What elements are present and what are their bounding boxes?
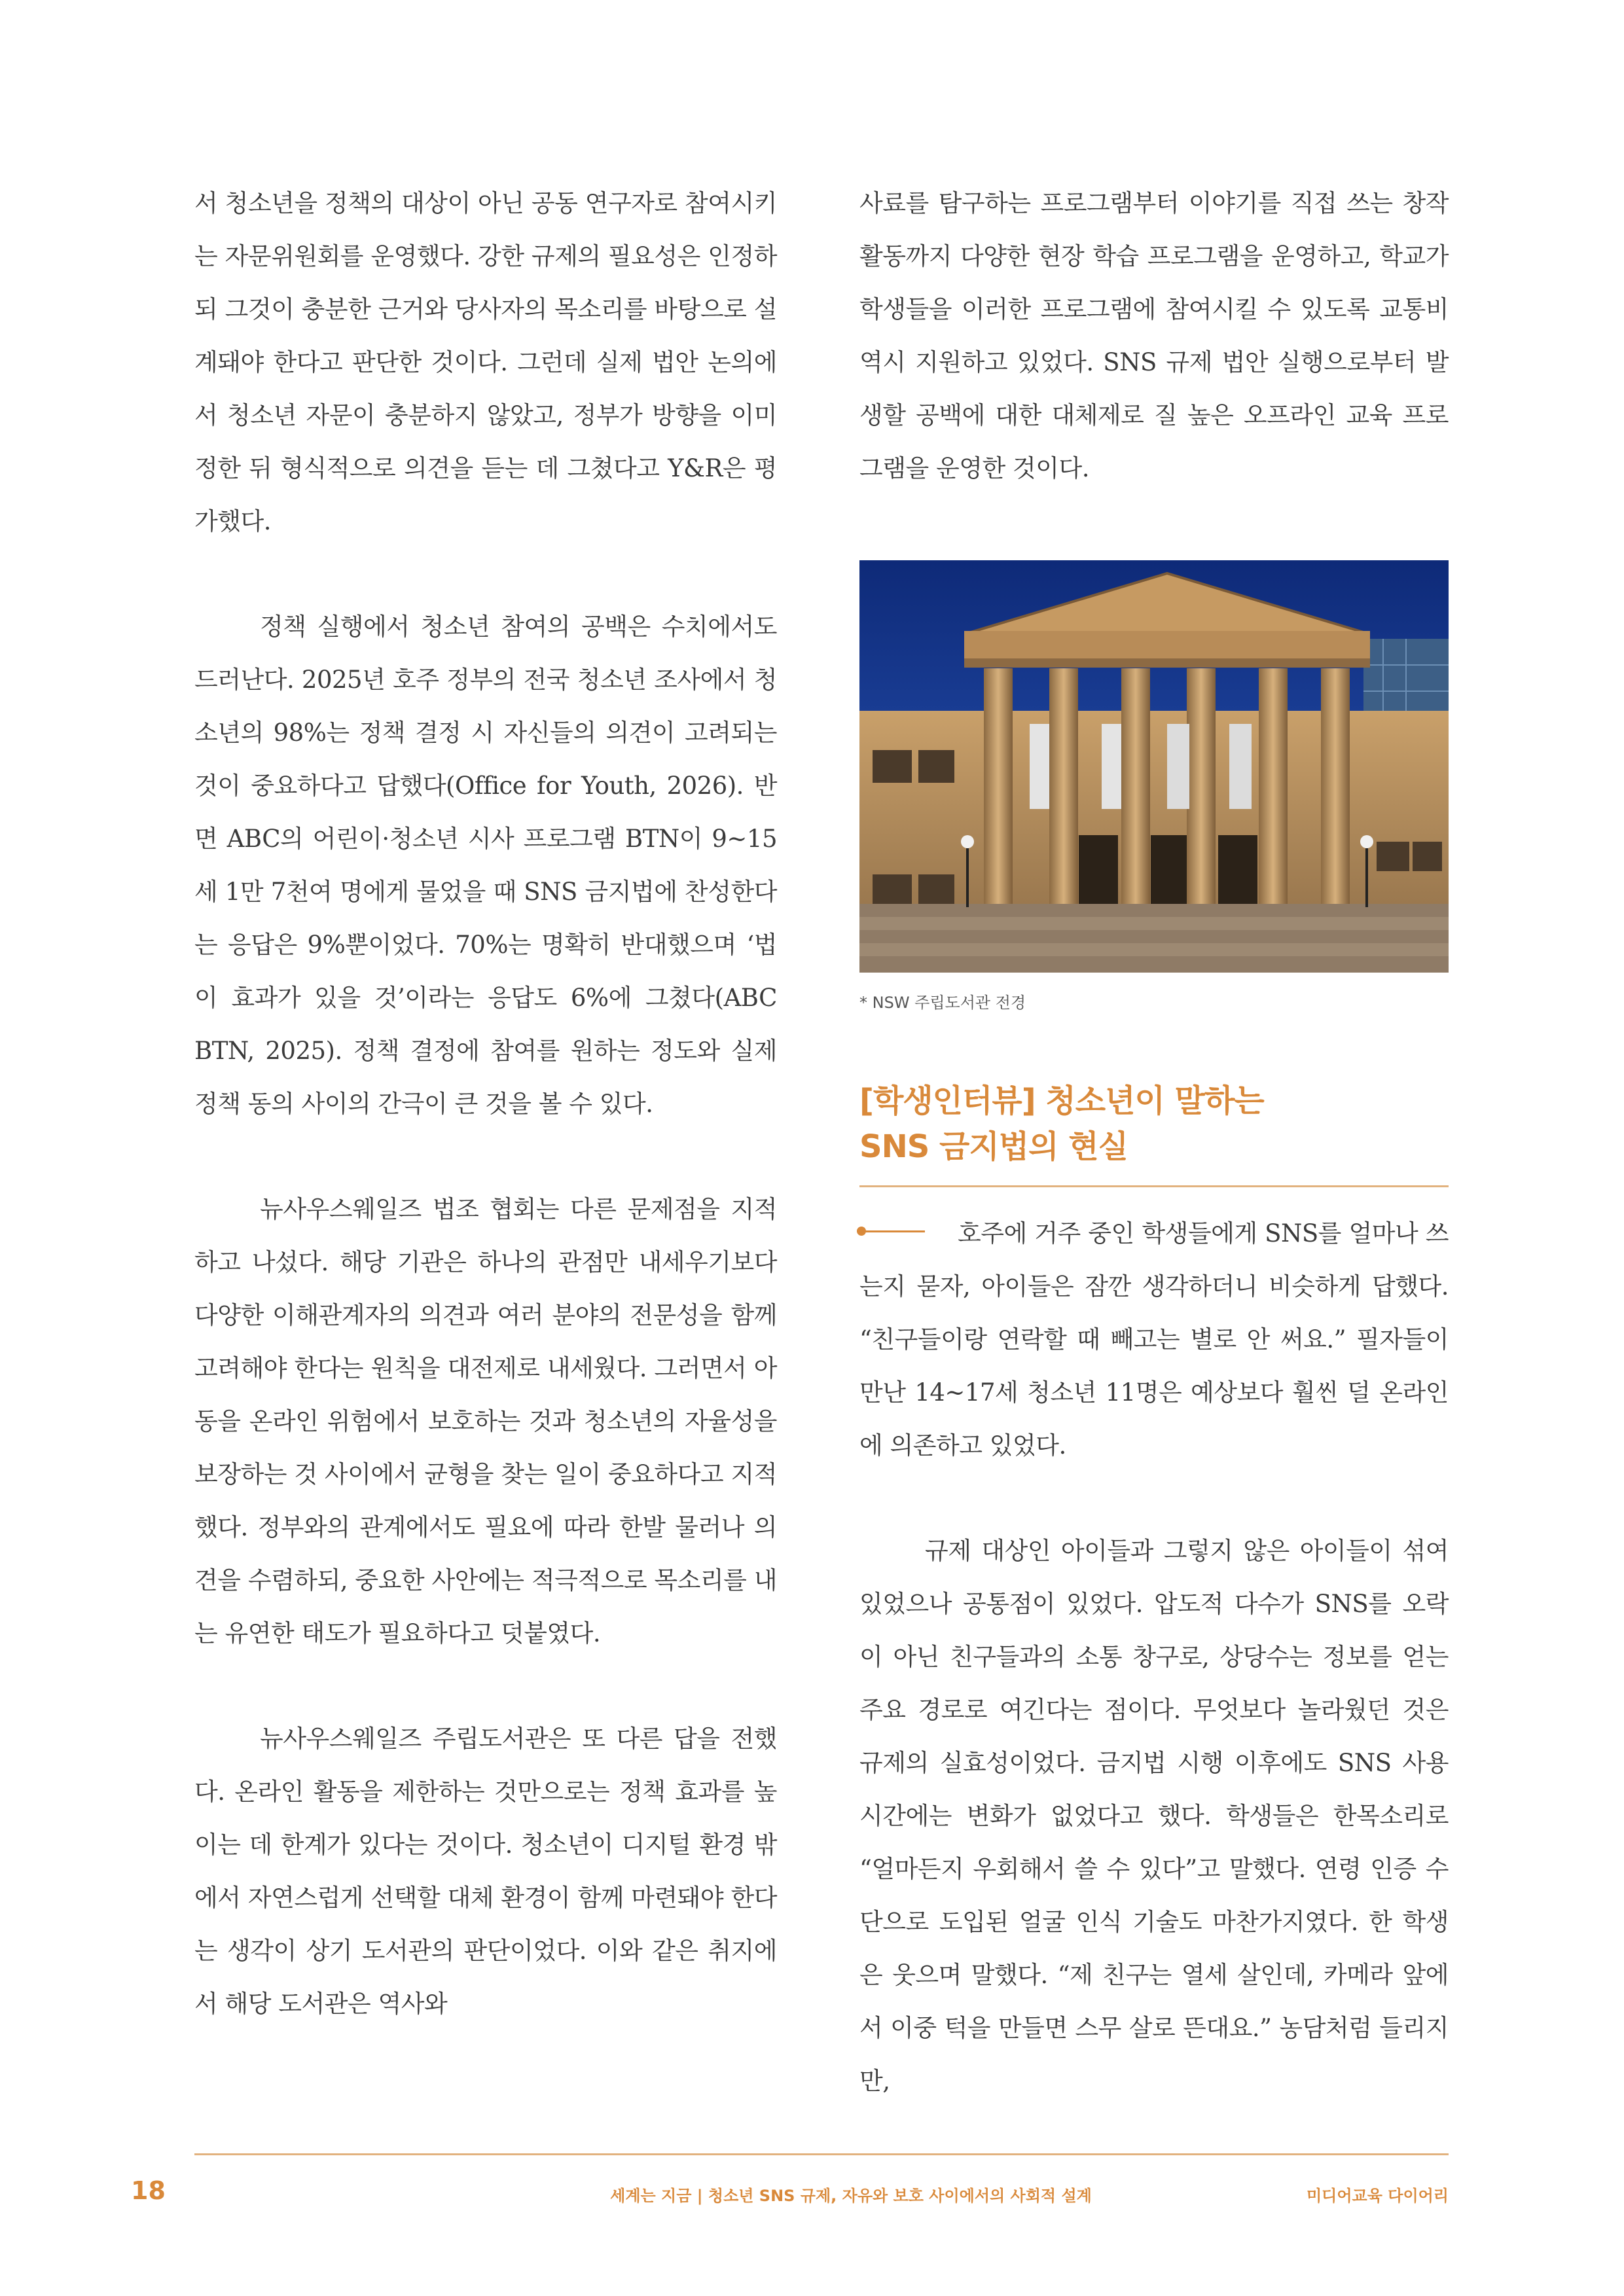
body-paragraph: 규제 대상인 아이들과 그렇지 않은 아이들이 섞여 있었으나 공통점이 있었다. 압도적 다수가 SNS를 오락이 아닌 친구들과의 소통 창구로, 상당수는 정보를 얻는 주요 경로로 여긴다는 점이다. 무엇보다 놀라웠던 것은 규제의 실효성이었다. 금지법 시행 이후에도 SNS 사용 시간에는 변화가 없었다고 했다. 학생들은 한목소리로 “얼마든지 우회해서 쓸 수 있다”고 말했다. 연령 인증 수단으로 도입된 얼굴 인식 기술도 마찬가지였다. 한 학생은 웃으며 말했다. “제 친구는 열세 살인데, 카메라 앞에서 이중 턱을 만들면 스무 살로 뜬대요.” 농담처럼 들리지만, — [859, 1537, 1449, 2095]
lead-block — [859, 1207, 1449, 1472]
publication-name: 미디어교육 다이어리 — [1306, 2187, 1449, 2205]
library-photo — [859, 560, 1449, 973]
body-paragraph: 서 청소년을 정책의 대상이 아닌 공동 연구자로 참여시키는 자문위원회를 운영했다. 강한 규제의 필요성은 인정하되 그것이 충분한 근거와 당사자의 목소리를 바탕으로 설계돼야 한다고 판단한 것이다. 그런데 실제 법안 논의에서 청소년 자문이 충분하지 않았고, 정부가 방향을 이미 정한 뒤 형식적으로 의견을 듣는 데 그쳤다고 Y&R은 평가했다. — [194, 189, 777, 535]
body-paragraph: 사료를 탐구하는 프로그램부터 이야기를 직접 쓰는 창작 활동까지 다양한 현장 학습 프로그램을 운영하고, 학교가 학생들을 이러한 프로그램에 참여시킬 수 있도록 교통비 역시 지원하고 있었다. SNS 규제 법안 실행으로부터 발생할 공백에 대한 대체제로 질 높은 오프라인 교육 프로그램을 운영한 것이다. — [859, 189, 1449, 482]
lead-marker-line — [859, 1230, 925, 1232]
section-divider — [859, 1185, 1449, 1187]
photo-caption: * NSW 주립도서관 전경 — [859, 994, 1026, 1012]
footer-divider — [194, 2153, 1449, 2155]
library-building-illustration — [859, 560, 1449, 973]
body-paragraph: 정책 실행에서 청소년 참여의 공백은 수치에서도 드러난다. 2025년 호주 정부의 전국 청소년 조사에서 청소년의 98%는 정책 결정 시 자신들의 의견이 고려되는 것이 중요하다고 답했다(Office for Youth, 2026). 반면 ABC의 어린이·청소년 시사 프로그램 BTN이 9~15세 1만 7천여 명에게 물었을 때 SNS 금지법에 찬성한다는 응답은 9%뿐이었다. 70%는 명확히 반대했으며 ‘법이 효과가 있을 것’이라는 응답도 6%에 그쳤다(ABC BTN, 2025). 정책 결정에 참여를 원하는 정도와 실제 정책 동의 사이의 간극이 큰 것을 볼 수 있다. — [194, 613, 777, 1118]
page-number: 18 — [131, 2176, 166, 2205]
section-title-line: [학생인터뷰] 청소년이 말하는 — [859, 1083, 1264, 1119]
running-footer-title: 세계는 지금 | 청소년 SNS 규제, 자유와 보호 사이에서의 사회적 설계 — [610, 2187, 1092, 2205]
body-paragraph: 뉴사우스웨일즈 법조 협회는 다른 문제점을 지적하고 나섰다. 해당 기관은 하나의 관점만 내세우기보다 다양한 이해관계자의 의견과 여러 분야의 전문성을 함께 고려해야 한다는 원칙을 대전제로 내세웠다. 그러면서 아동을 온라인 위험에서 보호하는 것과 청소년의 자율성을 보장하는 것 사이에서 균형을 찾는 일이 중요하다고 지적했다. 정부와의 관계에서도 필요에 따라 한발 물러나 의견을 수렴하되, 중요한 사안에는 적극적으로 목소리를 내는 유연한 태도가 필요하다고 덧붙였다. — [194, 1195, 777, 1647]
section-title — [859, 1078, 1449, 1170]
left-column — [194, 177, 777, 2030]
right-column — [859, 177, 1449, 2108]
section-title-line: SNS 금지법의 현실 — [859, 1128, 1128, 1165]
lead-paragraph: 호주에 거주 중인 학생들에게 SNS를 얼마나 쓰는지 묻자, 아이들은 잠깐 생각하더니 비슷하게 답했다. “친구들이랑 연락할 때 빼고는 별로 안 써요.” 필자들이 만난 14~17세 청소년 11명은 예상보다 훨씬 덜 온라인에 의존하고 있었다. — [859, 1219, 1449, 1460]
body-paragraph: 뉴사우스웨일즈 주립도서관은 또 다른 답을 전했다. 온라인 활동을 제한하는 것만으로는 정책 효과를 높이는 데 한계가 있다는 것이다. 청소년이 디지털 환경 밖에서 자연스럽게 선택할 대체 환경이 함께 마련돼야 한다는 생각이 상기 도서관의 판단이었다. 이와 같은 취지에서 해당 도서관은 역사와 — [194, 1725, 777, 2018]
